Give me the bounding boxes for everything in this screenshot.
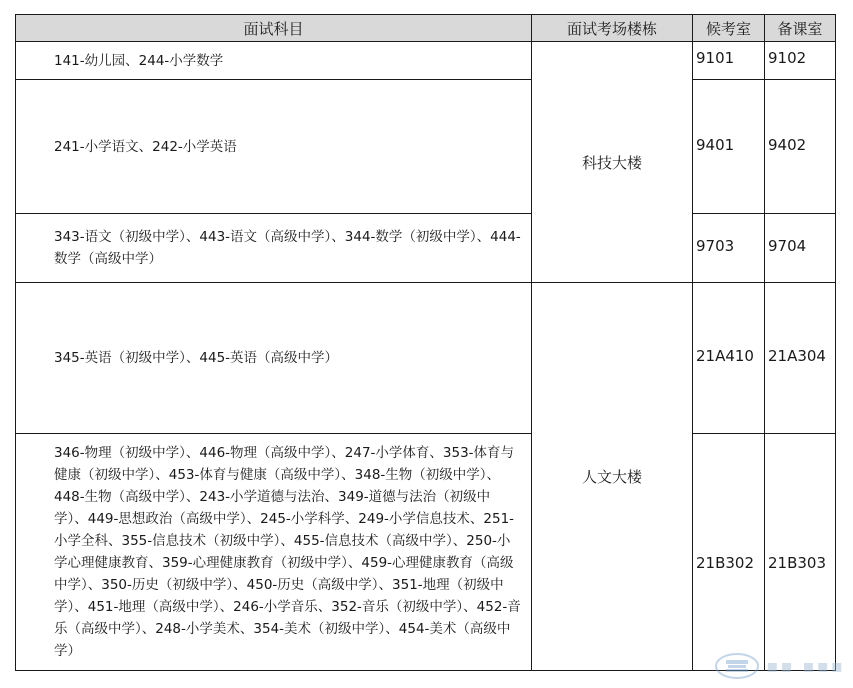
- prep-room-cell-2: 9402: [764, 79, 836, 214]
- waiting-room-cell-5: 21B302: [692, 433, 765, 671]
- waiting-room-cell-4: 21A410: [692, 282, 765, 434]
- watermark: [714, 652, 845, 680]
- watermark-text: ▪▪ ▪▪▪: [766, 655, 845, 677]
- building-cell-humanities: 人文大楼: [531, 282, 693, 671]
- prep-room-cell-1: 9102: [764, 41, 836, 80]
- subject-cell-1: 141-幼儿园、244-小学数学: [15, 41, 532, 80]
- waiting-room-cell-3: 9703: [692, 213, 765, 283]
- prep-room-cell-4: 21A304: [764, 282, 836, 434]
- subject-cell-2: 241-小学语文、242-小学英语: [15, 79, 532, 214]
- prep-room-cell-3: 9704: [764, 213, 836, 283]
- header-prep-room: 备课室: [764, 14, 836, 42]
- subject-cell-4: 345-英语（初级中学）、445-英语（高级中学）: [15, 282, 532, 434]
- prep-room-cell-5: 21B303: [764, 433, 836, 671]
- exam-room-table: [15, 14, 836, 671]
- subject-cell-5: 346-物理（初级中学）、446-物理（高级中学）、247-小学体育、353-体育与健康（初级中学）、453-体育与健康（高级中学）、348-生物（初级中学）、448-生物（高级中学）、243-小学道德与法治、349-道德与法治（初级中学）、449-思想政治（高级中学）、245-小学科学、249-小学信息技术、251-小学全科、355-信息技术（初级中学）、455-信息技术（高级中学）、250-小学心理健康教育、359-心理健康教育（初级中学）、459-心理健康教育（高级中学）、350-历史（初级中学）、450-历史（高级中学）、351-地理（初级中学）、451-地理（高级中学）、246-小学音乐、352-音乐（初级中学）、452-音乐（高级中学）、248-小学美术、354-美术（初级中学）、454-美术（高级中学）: [15, 433, 532, 671]
- building-cell-science: 科技大楼: [531, 41, 693, 283]
- waiting-room-cell-1: 9101: [692, 41, 765, 80]
- header-building: 面试考场楼栋: [531, 14, 693, 42]
- header-subject: 面试科目: [15, 14, 532, 42]
- subject-cell-3: 343-语文（初级中学）、443-语文（高级中学）、344-数学（初级中学）、444-数学（高级中学）: [15, 213, 532, 283]
- school-logo-icon: [714, 652, 760, 680]
- header-waiting-room: 候考室: [692, 14, 765, 42]
- waiting-room-cell-2: 9401: [692, 79, 765, 214]
